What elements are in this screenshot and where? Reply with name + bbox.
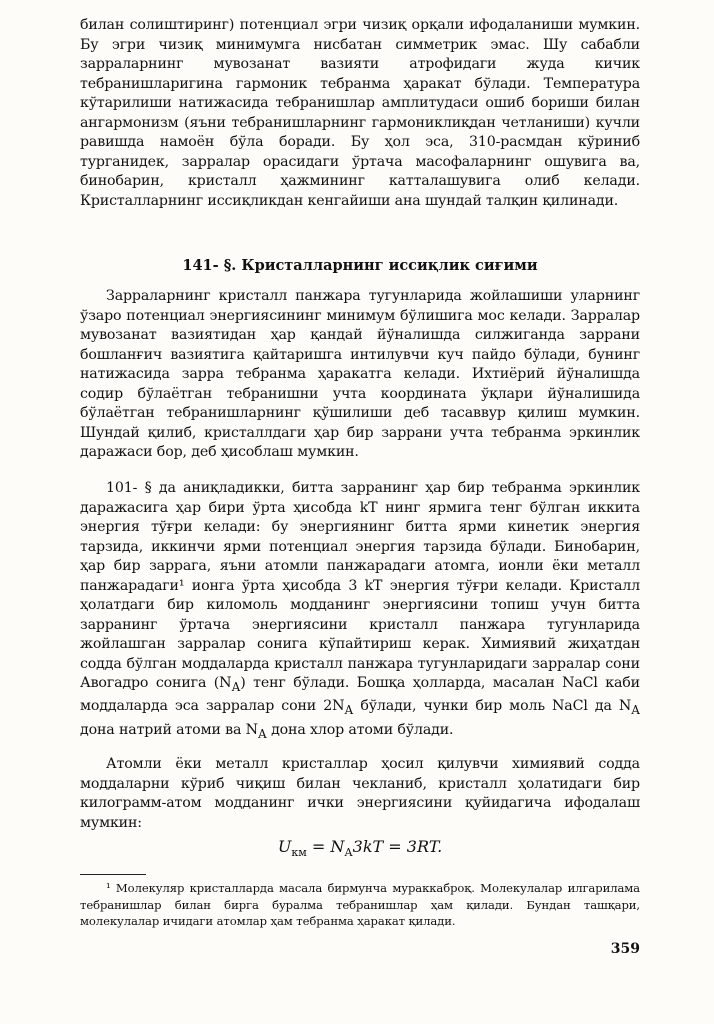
paragraph-text — [80, 479, 640, 744]
paragraph-3 — [80, 479, 640, 744]
formula-subscript-km: км — [291, 846, 307, 860]
paragraph-3-part-2: ) тенг бўлади. Бошқа ҳолларда, масалан NaCl каби моддаларда эса зарралар сони 2N — [80, 675, 640, 715]
formula-u: U — [277, 837, 292, 856]
subscript-a: А — [257, 726, 267, 741]
paragraph-3-part-3: бўлади, чунки бир моль NaCl да N — [353, 698, 632, 715]
formula-subscript-a: А — [344, 846, 353, 860]
paragraph-intro — [80, 16, 640, 211]
section-heading: 141- §. Кристалларнинг иссиқлик сиғими — [182, 257, 538, 274]
subscript-a: А — [631, 703, 640, 718]
paragraph-4 — [80, 755, 640, 833]
footnote-rule — [80, 874, 146, 875]
subscript-a: А — [231, 679, 241, 694]
paragraph-3-part-4: дона натрий атоми ва N — [80, 721, 258, 738]
paragraph-text: Зарраларнинг кристалл панжара тугунларида жойлашиши уларнинг ўзаро потенциал энергиясининг минимум бўлишига мос келади. Зарралар мувозанат вазиятидан ҳар қандай йўналишда силжиганда заррани бошланғич вазиятига қайтаришга интилувчи куч пайдо бўлади, бунинг натижасида зарра тебранма ҳаракатга келади. Ихтиёрий йўналишда содир бўлаётган тебранишни учта координата ўқлари йўналишида бўлаётган тебранишларнинг қўшилиши деб тасаввур қилиш мумкин. Шундай қилиб, кристаллдаги ҳар бир заррани учта тебранма эркинлик даражаси бор, деб ҳисоблаш мумкин. — [80, 288, 640, 460]
paragraph-text: Атомли ёки металл кристаллар ҳосил қилувчи химиявий содда моддаларни кўриб чиқиш билан чекланиб, кристалл ҳолатидаги бир килограмм-атом модданинг ички энергиясини қуйидагича ифодалаш мумкин: — [80, 756, 640, 831]
paragraph-2 — [80, 287, 640, 463]
footnote-text: ¹ Молекуляр кристалларда масала бирмунча мураккаброқ. Молекулалар илгарилама тебранишлар билан бирга буралма тебранишлар ҳам қилади. Бундан ташқари, молекулалар ичидаги атомлар ҳам тебранма ҳаракат қилади. — [80, 881, 640, 928]
formula-middle: = N — [306, 837, 345, 856]
footnote — [80, 880, 640, 930]
paragraph-text: билан солиштиринг) потенциал эгри чизиқ орқали ифодаланиши мумкин. Бу эгри чизиқ минимумга нисбатан симметрик эмас. Шу сабабли зарраларнинг мувозанат вазияти атрофидаги жуда кичик тебранишларигина гармоник тебранма ҳаракат бўлади. Температура кўтарилиши натижасида тебранишлар амплитудаси ошиб бориши билан ангармонизм (яъни тебранишларнинг гармониклиқдан четланиши) кучли равишда намоён бўла боради. Бу ҳол эса, 310-расмдан кўриниб турганидек, зарралар орасидаги ўртача масофаларнинг ошувига ва, бинобарин, кристалл ҳажмининг катталашувига олиб келади. Кристалларнинг иссиқликдан кенгайиши ана шундай талқин қилинади. — [80, 17, 640, 209]
page-number: 359 — [610, 941, 640, 957]
paragraph-3-part-1: 101- § да аниқладикки, битта зарранинг ҳар бир тебранма эркинлик даражасига ҳар бири ўрта ҳисобда kT нинг ярмига тенг бўлган иккита энергия тўғри келади: бу энергиянинг битта ярми кинетик энергия тарзида, иккинчи ярми потенциал энергия тарзида бўлади. Бинобарин, ҳар бир заррага, яъни атомли панжарадаги атомга, ионли ёки металл панжарадаги¹ ионга ўрта ҳисобда 3 kT энергия тўғри келади. Кристалл ҳолатдаги бир киломоль модданинг энергиясини топиш учун битта зарранинг ўртача энергиясини кристалл панжара тугунларида жойлашган зарралар сонига кўпайтириш керак. Химиявий жиҳатдан содда бўлган моддаларда кристалл панжара тугунларидаги зарралар сони Авогадро сонига (N — [80, 480, 640, 691]
paragraph-3-part-5: дона хлор атоми бўлади. — [266, 721, 454, 738]
subscript-a: А — [344, 703, 354, 718]
energy-formula — [80, 836, 640, 864]
formula-right: 3kT = 3RT. — [352, 837, 443, 856]
